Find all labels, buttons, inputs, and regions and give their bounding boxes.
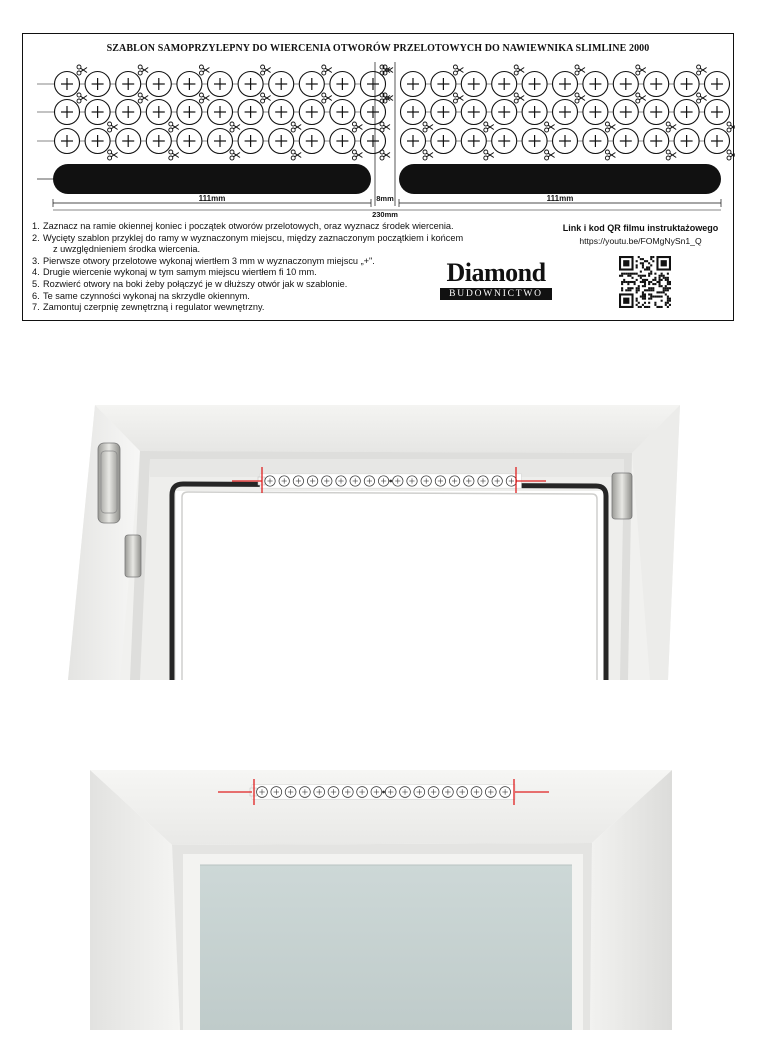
- measure-total-label: 230mm: [372, 210, 398, 219]
- drill-hole-icon: [401, 129, 426, 154]
- drill-hole-icon: [492, 100, 517, 125]
- template-strip-on-sash: [250, 785, 515, 800]
- scissors-icon: [575, 65, 585, 75]
- drill-hole-icon: [350, 476, 360, 486]
- scissors-icon: [230, 122, 240, 132]
- scissors-icon: [322, 93, 332, 103]
- scissors-icon: [77, 65, 87, 75]
- drill-hole-icon: [238, 72, 263, 97]
- scissors-icon: [605, 150, 615, 160]
- drill-hole-icon: [371, 787, 382, 798]
- drill-hole-icon: [55, 72, 80, 97]
- scissors-icon: [138, 65, 148, 75]
- scissors-icon: [575, 93, 585, 103]
- scissors-icon: [423, 122, 433, 132]
- scissors-icon: [138, 93, 148, 103]
- drill-hole-icon: [55, 129, 80, 154]
- video-link[interactable]: https://youtu.be/FOMgNySn1_Q: [579, 236, 702, 246]
- drill-hole-icon: [435, 476, 445, 486]
- drill-hole-icon: [116, 72, 141, 97]
- scissors-icon: [453, 65, 463, 75]
- drill-hole-icon: [431, 100, 456, 125]
- scissors-icon: [514, 65, 524, 75]
- scissors-icon: [423, 150, 433, 160]
- drill-hole-icon: [644, 72, 669, 97]
- drill-hole-icon: [146, 100, 171, 125]
- scissors-icon: [636, 65, 646, 75]
- drill-hole-icon: [500, 787, 511, 798]
- drill-hole-icon: [421, 476, 431, 486]
- scissors-icon: [605, 122, 615, 132]
- drill-hole-icon: [674, 72, 699, 97]
- diamond-logo: [437, 259, 555, 303]
- drill-hole-icon: [342, 787, 353, 798]
- scissors-icon: [545, 150, 555, 160]
- drill-hole-icon: [85, 72, 110, 97]
- drill-hole-icon: [300, 787, 311, 798]
- drill-hole-icon: [613, 129, 638, 154]
- instruction-item: 2. Wycięty szablon przyklej do ramy w wyznaczonym miejscu, między zaznaczonym początkiem i końcem z uwzględnieniem środka wiercenia.: [32, 232, 464, 255]
- drill-hole-icon: [279, 476, 289, 486]
- scissors-icon: [380, 122, 390, 132]
- scissors-icon: [169, 122, 179, 132]
- instruction-item: 4. Drugie wiercenie wykonaj w tym samym miejscu wiertłem fi 10 mm.: [32, 267, 317, 278]
- drill-hole-icon: [336, 476, 346, 486]
- drill-hole-icon: [385, 787, 396, 798]
- drill-hole-icon: [265, 476, 275, 486]
- drill-hole-icon: [357, 787, 368, 798]
- measure-gap-label: 8mm: [376, 194, 394, 203]
- window-frame-open-photo: [0, 395, 761, 680]
- scissors-icon: [727, 122, 735, 132]
- scissors-icon: [383, 65, 393, 75]
- drill-hole-icon: [177, 72, 202, 97]
- scissors-icon: [108, 122, 118, 132]
- scissors-icon: [545, 122, 555, 132]
- drill-hole-icon: [299, 129, 324, 154]
- drill-hole-icon: [506, 476, 516, 486]
- scissors-icon: [108, 150, 118, 160]
- drill-hole-icon: [85, 100, 110, 125]
- drill-hole-icon: [271, 787, 282, 798]
- scissors-icon: [77, 93, 87, 103]
- drill-hole-icon: [522, 72, 547, 97]
- drill-hole-icon: [364, 476, 374, 486]
- drill-hole-icon: [330, 129, 355, 154]
- drilling-template-card: [22, 33, 734, 321]
- drill-hole-icon: [522, 129, 547, 154]
- drill-hole-icon: [705, 100, 730, 125]
- drill-hole-icon: [613, 72, 638, 97]
- drill-hole-icon: [330, 100, 355, 125]
- scissors-icon: [453, 93, 463, 103]
- drill-hole-icon: [269, 72, 294, 97]
- drill-hole-icon: [583, 100, 608, 125]
- scissors-icon: [291, 122, 301, 132]
- template-title: SZABLON SAMOPRZYLEPNY DO WIERCENIA OTWORÓW PRZELOTOWYCH DO NAWIEWNIKA SLIMLINE 2000: [106, 43, 650, 54]
- drill-hole-icon: [238, 100, 263, 125]
- drill-hole-icon: [428, 787, 439, 798]
- scissors-icon: [727, 150, 735, 160]
- drill-hole-icon: [146, 72, 171, 97]
- scissors-icon: [169, 150, 179, 160]
- drill-hole-icon: [407, 476, 417, 486]
- drill-holes-group: [37, 72, 730, 154]
- drill-hole-icon: [299, 72, 324, 97]
- drill-hole-icon: [269, 129, 294, 154]
- drill-hole-icon: [314, 787, 325, 798]
- slot-bar-right: [399, 164, 721, 194]
- drill-hole-icon: [674, 129, 699, 154]
- drill-hole-icon: [492, 72, 517, 97]
- scissors-icon: [697, 93, 707, 103]
- drill-hole-icon: [553, 100, 578, 125]
- window-frame-closed-photo: [0, 765, 761, 1030]
- scissors-icon: [230, 150, 240, 160]
- scissors-icon: [636, 93, 646, 103]
- drill-hole-icon: [553, 129, 578, 154]
- drill-hole-icon: [322, 476, 332, 486]
- drill-hole-icon: [414, 787, 425, 798]
- measure-right-label: 111mm: [546, 194, 574, 203]
- drill-hole-icon: [492, 129, 517, 154]
- drill-hole-icon: [613, 100, 638, 125]
- drill-hole-icon: [644, 129, 669, 154]
- drill-hole-icon: [285, 787, 296, 798]
- qr-code-icon[interactable]: [619, 256, 671, 308]
- drill-hole-icon: [705, 129, 730, 154]
- drill-hole-icon: [553, 72, 578, 97]
- scissors-icon: [291, 150, 301, 160]
- drill-hole-icon: [177, 100, 202, 125]
- drill-hole-icon: [401, 100, 426, 125]
- logo-subtitle: BUDOWNICTWO: [440, 288, 552, 300]
- drill-hole-icon: [431, 72, 456, 97]
- drill-hole-icon: [257, 787, 268, 798]
- scissors-icon: [352, 122, 362, 132]
- drill-hole-icon: [116, 100, 141, 125]
- scissors-icon: [261, 93, 271, 103]
- drill-hole-icon: [393, 476, 403, 486]
- drill-hole-icon: [299, 100, 324, 125]
- drill-hole-icon: [208, 72, 233, 97]
- instruction-item: 3. Pierwsze otwory przelotowe wykonaj wiertłem 3 mm w wyznaczonym miejscu „+".: [32, 255, 375, 266]
- drill-hole-icon: [238, 129, 263, 154]
- scissors-icon: [383, 93, 393, 103]
- drill-hole-icon: [208, 100, 233, 125]
- drill-hole-icon: [644, 100, 669, 125]
- drill-hole-icon: [461, 100, 486, 125]
- drill-hole-icon: [269, 100, 294, 125]
- drill-hole-icon: [401, 72, 426, 97]
- scissors-icon: [380, 150, 390, 160]
- instruction-item: 5. Rozwierć otwory na boki żeby połączyć je w dłuższy otwór jak w szablonie.: [32, 278, 348, 289]
- drill-hole-icon: [443, 787, 454, 798]
- drill-hole-icon: [400, 787, 411, 798]
- qr-caption: Link i kod QR filmu instruktażowego: [562, 223, 719, 233]
- scissors-icon: [484, 150, 494, 160]
- drill-hole-icon: [461, 129, 486, 154]
- scissors-icon: [322, 65, 332, 75]
- drill-hole-icon: [328, 787, 339, 798]
- instruction-item: 7. Zamontuj czerpnię zewnętrzną i regulator wewnętrzny.: [32, 302, 265, 313]
- scissors-icon: [484, 122, 494, 132]
- drill-hole-icon: [478, 476, 488, 486]
- instruction-item: 6. Te same czynności wykonaj na skrzydle okiennym.: [32, 290, 250, 301]
- drill-hole-icon: [583, 72, 608, 97]
- instruction-item: 1. Zaznacz na ramie okiennej koniec i początek otworów przelotowych, oraz wyznacz środek wiercenia.: [32, 221, 454, 231]
- drill-hole-icon: [461, 72, 486, 97]
- logo-wordmark: Diamond: [446, 258, 546, 287]
- drill-hole-icon: [208, 129, 233, 154]
- scissors-icon: [352, 150, 362, 160]
- drill-hole-icon: [378, 476, 388, 486]
- scissors-icon: [199, 93, 209, 103]
- drill-hole-icon: [431, 129, 456, 154]
- drill-hole-icon: [330, 72, 355, 97]
- scissors-icon: [666, 122, 676, 132]
- drill-hole-icon: [485, 787, 496, 798]
- drill-hole-icon: [307, 476, 317, 486]
- template-strip-on-frame: [258, 474, 521, 488]
- drill-hole-icon: [116, 129, 141, 154]
- drill-hole-icon: [457, 787, 468, 798]
- measure-left-label: 111mm: [198, 194, 226, 203]
- drill-hole-icon: [492, 476, 502, 486]
- scissors-icon: [697, 65, 707, 75]
- drill-hole-icon: [177, 129, 202, 154]
- scissors-icon: [514, 93, 524, 103]
- scissors-icon: [666, 150, 676, 160]
- drill-hole-icon: [471, 787, 482, 798]
- drill-hole-icon: [464, 476, 474, 486]
- drill-hole-icon: [293, 476, 303, 486]
- drill-hole-icon: [705, 72, 730, 97]
- drill-hole-icon: [522, 100, 547, 125]
- slot-bar-left: [53, 164, 371, 194]
- drill-hole-icon: [674, 100, 699, 125]
- scissors-icon: [199, 65, 209, 75]
- drill-hole-icon: [146, 129, 171, 154]
- drill-hole-icon: [55, 100, 80, 125]
- scissors-icon: [261, 65, 271, 75]
- drill-hole-icon: [449, 476, 459, 486]
- drill-hole-icon: [85, 129, 110, 154]
- drill-hole-icon: [583, 129, 608, 154]
